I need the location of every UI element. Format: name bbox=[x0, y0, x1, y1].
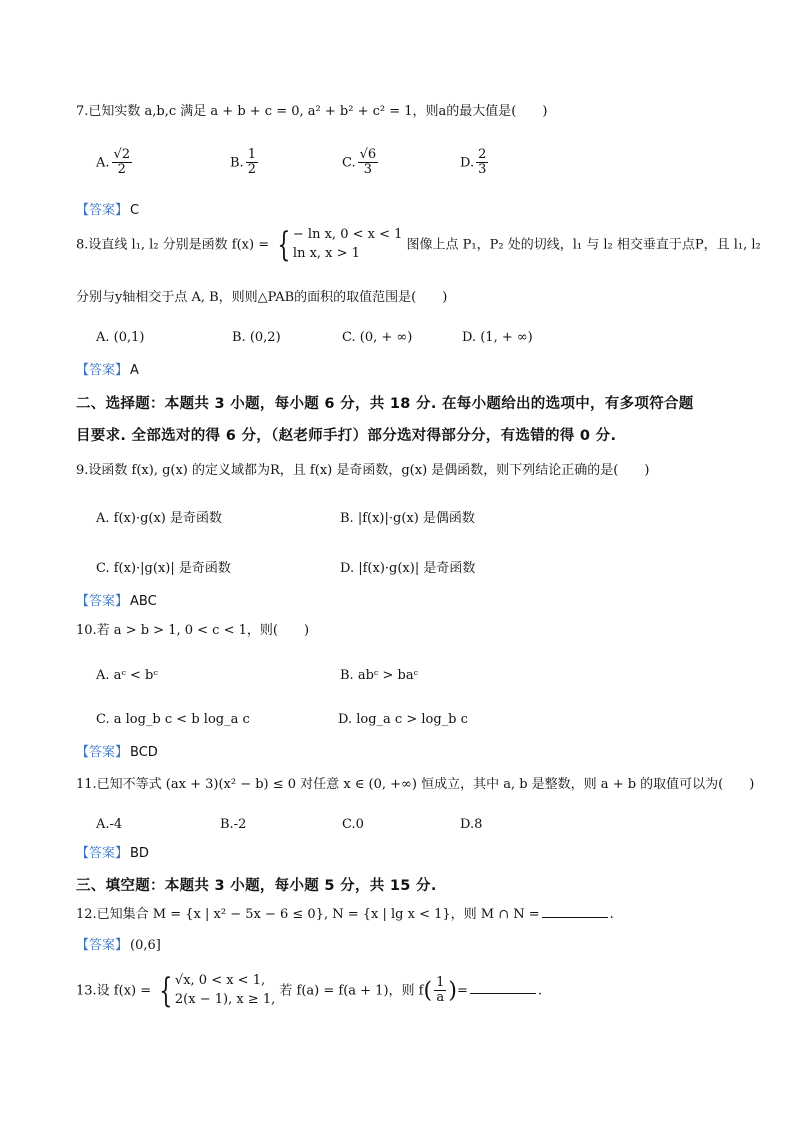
q7-option-b[interactable] bbox=[230, 148, 260, 178]
q13-stem-prefix: 13.设 f(x) = bbox=[76, 983, 152, 999]
q7-d-num: 2 bbox=[478, 147, 487, 162]
q7-b-num: 1 bbox=[247, 147, 256, 162]
q12-answer bbox=[76, 934, 161, 953]
q8-brace: { bbox=[277, 224, 291, 265]
q8-case-1: − ln x, 0 < x < 1 bbox=[292, 227, 403, 242]
answer-tag: 【答案】 bbox=[76, 363, 129, 378]
question-8-stem bbox=[76, 226, 761, 264]
q8-stem-suffix: 图像上点 P₁，P₂ 处的切线，l₁ 与 l₂ 相交垂直于点P，且 l₁, l₂ bbox=[406, 237, 761, 253]
q13-frac-den: a bbox=[436, 990, 445, 1006]
q13-right-paren: ) bbox=[448, 978, 457, 1004]
answer-value: ABC bbox=[130, 594, 157, 609]
q7-option-a[interactable] bbox=[96, 148, 134, 178]
q13-case-1: √x, 0 < x < 1, bbox=[174, 973, 266, 988]
q11-option-d[interactable]: D.8 bbox=[460, 817, 483, 832]
q7-option-a-fraction bbox=[112, 148, 133, 178]
answer-value: BCD bbox=[130, 745, 158, 760]
q13-cases bbox=[175, 972, 275, 1010]
q7-option-d-fraction bbox=[476, 148, 488, 178]
q12-answer-blank[interactable] bbox=[542, 907, 608, 918]
answer-value: C bbox=[130, 203, 140, 218]
q7-d-den: 3 bbox=[478, 162, 487, 178]
q10-answer bbox=[76, 741, 158, 760]
q8-cases bbox=[293, 226, 402, 264]
q8-case-2: ln x, x > 1 bbox=[292, 245, 360, 261]
question-12-stem bbox=[76, 903, 614, 922]
section-3-heading: 三、填空题：本题共 3 小题，每小题 5 分，共 15 分. bbox=[76, 878, 437, 894]
q10-option-b[interactable]: B. abᶜ > baᶜ bbox=[340, 668, 419, 683]
q13-stem-dot: . bbox=[537, 983, 542, 999]
section-2-heading-line1: 二、选择题：本题共 3 小题，每小题 6 分，共 18 分. 在每小题给出的选项中，有多项符合题 bbox=[76, 396, 694, 412]
question-11-stem: 11.已知不等式 (ax + 3)(x² − b) ≤ 0 对任意 x ∈ (0, +∞) 恒成立，其中 a, b 是整数，则 a + b 的取值可以为( ) bbox=[76, 777, 755, 792]
q13-frac-num: 1 bbox=[436, 975, 445, 991]
q10-option-c[interactable]: C. a log_b c < b log_a c bbox=[96, 712, 250, 727]
answer-tag: 【答案】 bbox=[76, 594, 129, 609]
q11-option-b[interactable]: B.-2 bbox=[220, 817, 247, 832]
q9-option-c[interactable]: C. f(x)·|g(x)| 是奇函数 bbox=[96, 561, 231, 576]
q7-option-c-letter: C. bbox=[342, 155, 356, 171]
q12-stem-end: . bbox=[609, 907, 614, 922]
q8-answer bbox=[76, 359, 139, 378]
question-7-stem: 7.已知实数 a,b,c 满足 a + b + c = 0, a² + b² + c² = 1，则a的最大值是( ) bbox=[76, 104, 548, 119]
q9-option-a[interactable]: A. f(x)·g(x) 是奇函数 bbox=[96, 511, 223, 526]
q7-option-b-fraction bbox=[246, 148, 258, 178]
q10-option-d[interactable]: D. log_a c > log_b c bbox=[338, 712, 468, 727]
q13-brace: { bbox=[159, 970, 173, 1011]
q7-a-num: √2 bbox=[113, 147, 131, 162]
question-10-stem: 10.若 a > b > 1, 0 < c < 1，则( ) bbox=[76, 623, 310, 638]
q11-option-a[interactable]: A.-4 bbox=[96, 817, 123, 832]
answer-tag: 【答案】 bbox=[76, 203, 129, 218]
q13-answer-blank[interactable] bbox=[470, 983, 536, 994]
q8-option-a[interactable]: A. (0,1) bbox=[96, 330, 145, 345]
q13-case-2: 2(x − 1), x ≥ 1, bbox=[174, 991, 276, 1007]
q7-b-den: 2 bbox=[247, 162, 256, 178]
answer-tag: 【答案】 bbox=[76, 846, 129, 861]
q8-option-c[interactable]: C. (0, + ∞) bbox=[342, 330, 413, 345]
q11-option-c[interactable]: C.0 bbox=[342, 817, 364, 832]
q8-stem-prefix: 8.设直线 l₁, l₂ 分别是函数 f(x) = bbox=[76, 237, 270, 253]
q10-option-a[interactable]: A. aᶜ < bᶜ bbox=[96, 668, 158, 683]
answer-tag: 【答案】 bbox=[76, 745, 129, 760]
section-2-heading-line2: 目要求. 全部选对的得 6 分，（赵老师手打）部分选对得部分分，有选错的得 0 分. bbox=[76, 428, 617, 444]
q11-answer bbox=[76, 842, 149, 861]
question-8-stem-line2: 分别与y轴相交于点 A, B，则则△PAB的面积的取值范围是( ) bbox=[76, 290, 448, 305]
q9-option-b[interactable]: B. |f(x)|·g(x) 是偶函数 bbox=[340, 511, 475, 526]
answer-value: A bbox=[130, 363, 139, 378]
q7-option-d-letter: D. bbox=[460, 155, 475, 171]
q9-answer bbox=[76, 590, 157, 609]
q9-option-d[interactable]: D. |f(x)·g(x)| 是奇函数 bbox=[340, 561, 476, 576]
answer-value: BD bbox=[130, 846, 149, 861]
q13-fraction bbox=[434, 976, 446, 1006]
q7-option-c-fraction bbox=[358, 148, 379, 178]
question-9-stem: 9.设函数 f(x), g(x) 的定义域都为R，且 f(x) 是奇函数，g(x) 是偶函数，则下列结论正确的是( ) bbox=[76, 463, 650, 478]
question-13-stem bbox=[76, 972, 542, 1010]
q13-stem-mid: 若 f(a) = f(a + 1)，则 f bbox=[279, 983, 424, 999]
q8-option-b[interactable]: B. (0,2) bbox=[232, 330, 281, 345]
q7-c-num: √6 bbox=[359, 147, 377, 162]
q7-option-a-letter: A. bbox=[96, 155, 110, 171]
q12-stem-text: 12.已知集合 M = {x | x² − 5x − 6 ≤ 0}, N = {x | lg x < 1}，则 M ∩ N = bbox=[76, 907, 540, 922]
q7-a-den: 2 bbox=[117, 162, 126, 178]
q7-c-den: 3 bbox=[363, 162, 373, 178]
q7-option-b-letter: B. bbox=[230, 155, 244, 171]
q13-stem-equals: = bbox=[456, 983, 468, 999]
q7-option-d[interactable] bbox=[460, 148, 490, 178]
answer-value: (0,6] bbox=[130, 938, 161, 953]
answer-tag: 【答案】 bbox=[76, 938, 129, 953]
q7-answer bbox=[76, 199, 139, 218]
q7-option-c[interactable] bbox=[342, 148, 380, 178]
q13-left-paren: ( bbox=[423, 978, 433, 1004]
q8-option-d[interactable]: D. (1, + ∞) bbox=[462, 330, 533, 345]
